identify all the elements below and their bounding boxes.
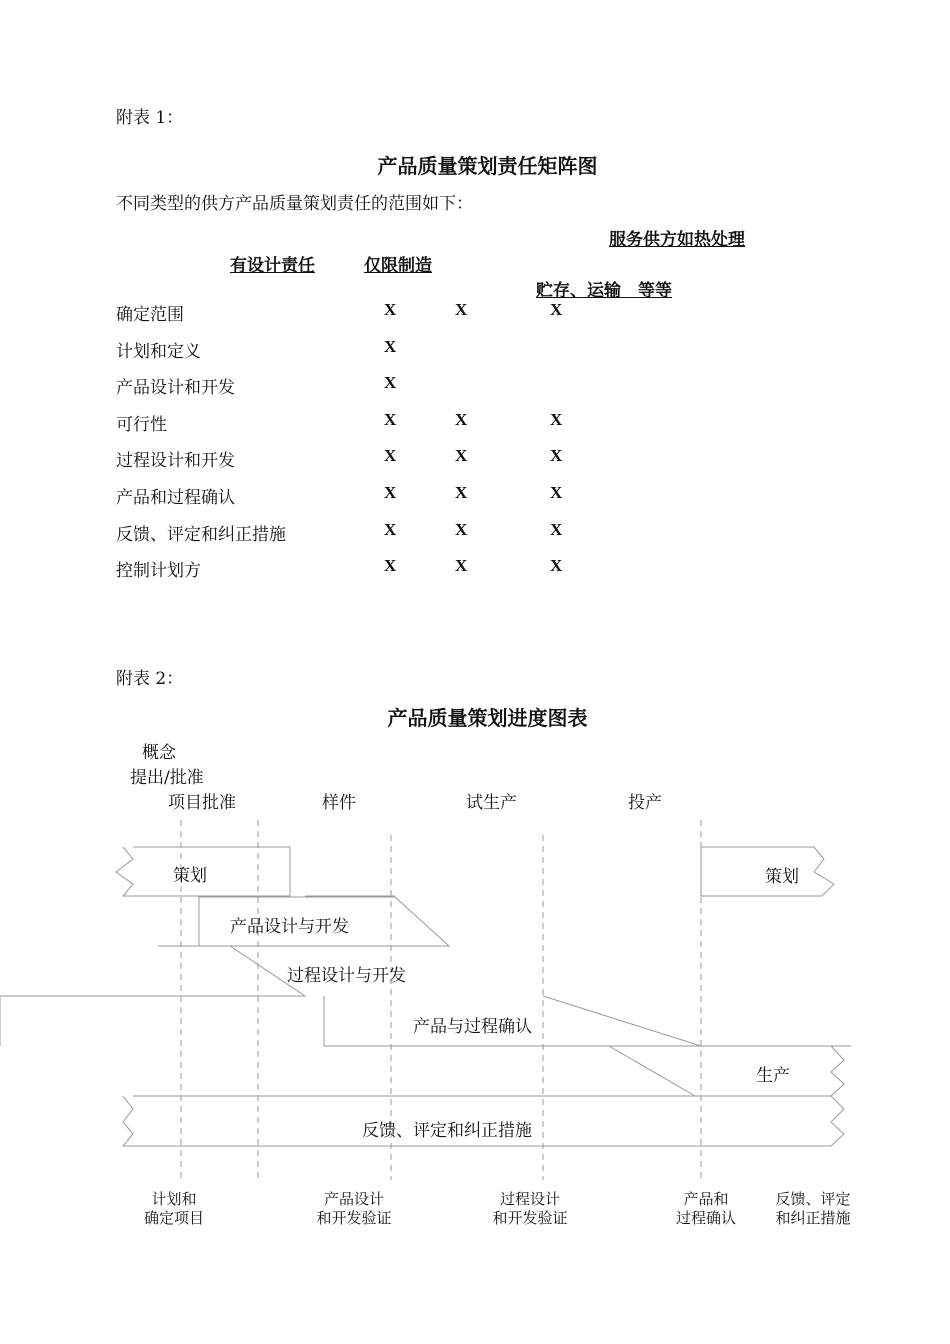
matrix-row-label: 产品设计和开发: [116, 378, 235, 398]
production-label: 生产: [756, 1066, 790, 1086]
matrix-mark: X: [455, 556, 468, 575]
milestone-product-design-verification: [304, 1190, 404, 1228]
process-design-bar: [0, 946, 305, 1046]
milestone-line: 确定项目: [143, 1209, 204, 1227]
matrix-mark: X: [455, 520, 468, 539]
milestone-line: 和纠正措施: [775, 1209, 851, 1227]
matrix-intro: 不同类型的供方产品质量策划责任的范围如下：: [116, 194, 473, 214]
matrix-mark: X: [455, 300, 468, 319]
milestone-line: 反馈、评定: [775, 1190, 851, 1208]
validation-label: 产品与过程确认: [413, 1017, 532, 1037]
milestone-line: 和开发验证: [316, 1209, 392, 1227]
matrix-title: 产品质量策划责任矩阵图: [377, 154, 598, 178]
matrix-row-label: 过程设计和开发: [116, 451, 235, 471]
column-header-design: 有设计责任: [230, 256, 315, 276]
milestone-plan-define: [124, 1190, 224, 1228]
product-design-label: 产品设计与开发: [230, 917, 349, 937]
column-header-manufacture: 仅限制造: [364, 256, 432, 276]
matrix-mark: X: [384, 410, 397, 429]
label-concept: 概念: [142, 743, 176, 763]
plan-left-label: 策划: [173, 866, 207, 886]
matrix-row-label: 可行性: [116, 415, 167, 435]
matrix-mark: X: [550, 520, 563, 539]
label-pilot: 试生产: [466, 793, 517, 813]
matrix-mark: X: [550, 300, 563, 319]
matrix-row-label: 确定范围: [116, 305, 184, 325]
matrix-mark: X: [455, 483, 468, 502]
matrix-mark: X: [455, 446, 468, 465]
milestone-product-process-validation: [656, 1190, 756, 1228]
matrix-mark: X: [550, 483, 563, 502]
matrix-row-label: 计划和定义: [116, 342, 201, 362]
appendix1-label: 附表 1：: [116, 108, 184, 128]
milestone-process-design-verification: [480, 1190, 580, 1228]
label-launch: 投产: [628, 793, 662, 813]
plan-right-label: 策划: [765, 867, 799, 887]
milestone-line: 产品设计: [323, 1190, 384, 1208]
label-prototype: 样件: [322, 793, 356, 813]
label-proposal-approval: 提出/批准: [130, 768, 204, 788]
matrix-row-label: 控制计划方: [116, 561, 201, 581]
matrix-mark: X: [384, 373, 397, 392]
milestone-line: 过程确认: [675, 1209, 736, 1227]
matrix-mark: X: [384, 337, 397, 356]
milestone-line: 过程设计: [499, 1190, 560, 1208]
matrix-mark: X: [550, 556, 563, 575]
timing-chart-title: 产品质量策划进度图表: [387, 706, 588, 730]
appendix2-label: 附表 2：: [116, 669, 184, 689]
label-project-approval: 项目批准: [168, 793, 236, 813]
matrix-row-label: 产品和过程确认: [116, 488, 235, 508]
production-bar-edge: [831, 1046, 844, 1096]
validation-bar: [324, 996, 851, 1046]
matrix-mark: X: [455, 410, 468, 429]
matrix-mark: X: [384, 520, 397, 539]
matrix-row-label: 反馈、评定和纠正措施: [116, 525, 286, 545]
milestone-line: 计划和: [151, 1190, 197, 1208]
matrix-mark: X: [384, 556, 397, 575]
column-header-service-line1: 服务供方如热处理: [609, 230, 745, 250]
feedback-label: 反馈、评定和纠正措施: [362, 1121, 532, 1141]
milestone-line: 和开发验证: [492, 1209, 568, 1227]
process-design-label: 过程设计与开发: [287, 966, 406, 986]
matrix-mark: X: [550, 410, 563, 429]
matrix-mark: X: [384, 300, 397, 319]
milestone-line: 产品和: [683, 1190, 729, 1208]
matrix-mark: X: [384, 446, 397, 465]
matrix-mark: X: [384, 483, 397, 502]
matrix-mark: X: [550, 446, 563, 465]
milestone-feedback-corrective-action: [763, 1190, 863, 1228]
column-header-service-line2: 贮存、运输 等等: [536, 281, 672, 301]
